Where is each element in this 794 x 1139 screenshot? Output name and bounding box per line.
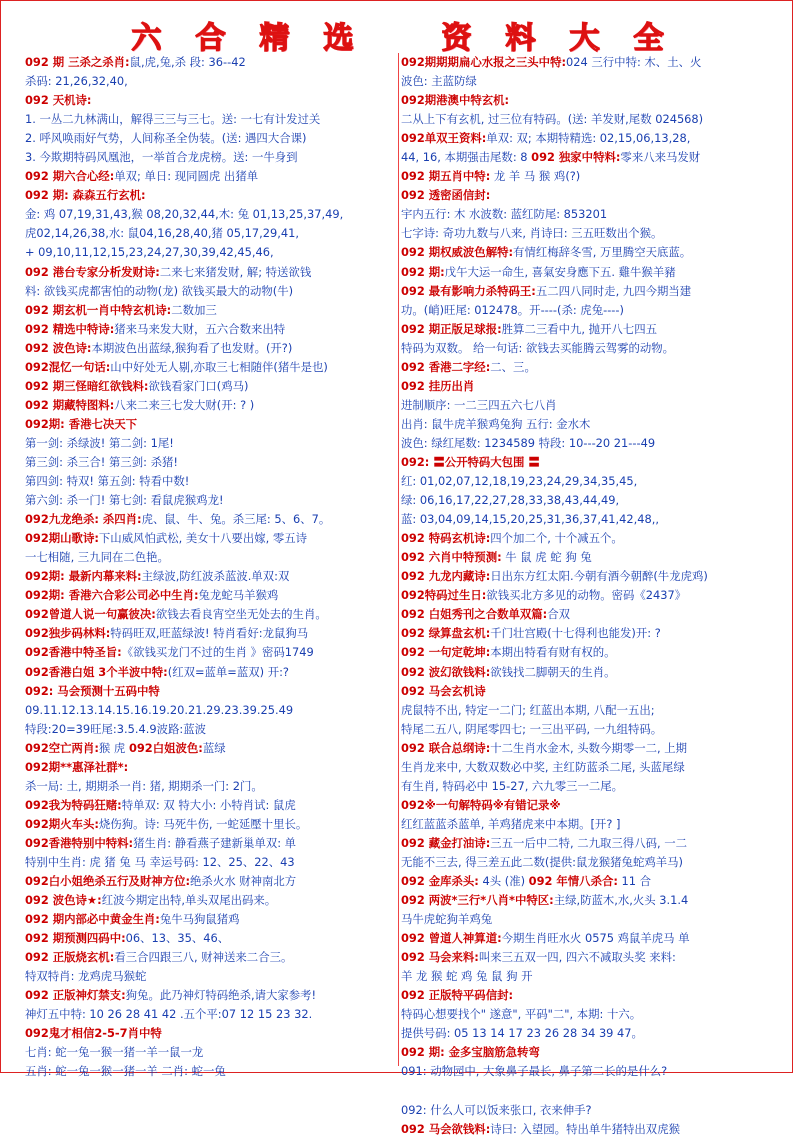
entry-heading: 092 波幻欲钱料: <box>401 664 491 679</box>
entry-heading: 092白姐波色: <box>128 740 203 755</box>
entry-text: 二数加三 <box>171 302 217 317</box>
entry-text: 欲钱找二脚朝天的生肖。 <box>490 664 616 679</box>
entry-text: 红: 01,02,07,12,18,19,23,24,29,34,35,45, <box>401 474 638 489</box>
text-line <box>25 377 397 396</box>
entry-heading: 092混忆一句话: <box>25 359 111 374</box>
text-line <box>401 663 773 682</box>
entry-heading: 092 期藏特图料: <box>25 397 115 412</box>
entry-text: 看三合四跟三八, 财神送来二合三。 <box>114 950 293 965</box>
entry-text: 鼠,虎,兔,杀 段: 36--42 <box>129 55 246 69</box>
text-line <box>401 91 773 110</box>
text-line <box>401 358 773 377</box>
entry-text: 下山威风怕武松, 美女十八要出嫁, 零五诗 <box>98 531 308 546</box>
text-line <box>25 320 397 339</box>
text-line <box>401 1005 773 1024</box>
entry-heading: 092 期五肖中特: <box>401 169 491 184</box>
text-line <box>401 320 773 339</box>
entry-text: 戊午大运一命生, 喜氣安身應下五. 雞牛猴羊豬 <box>444 264 676 279</box>
text-line <box>25 358 397 377</box>
entry-heading: 092曾道人说一句赢彼决: <box>25 607 156 622</box>
text-line <box>401 1043 773 1062</box>
entry-text: 第六剑: 杀一门! 第七剑: 看鼠虎猴鸡龙! <box>25 493 224 508</box>
text-line <box>25 301 397 320</box>
entry-heading: 092 透密函信封: <box>401 188 491 203</box>
text-line <box>401 396 773 415</box>
text-line <box>25 834 397 853</box>
entry-heading: 092期: 最新内幕来料: <box>25 569 142 584</box>
entry-heading: 092期: 香港六合彩公司必中生肖: <box>25 588 199 603</box>
entry-heading: 092 正版神灯禁支: <box>25 988 126 1003</box>
entry-text: 本期出特看有财有权的。 <box>490 645 616 660</box>
entry-text: 五二四八同时走, 九四今期当建 <box>535 283 692 298</box>
entry-text: 兔牛马狗鼠猪鸡 <box>159 912 240 927</box>
entry-heading: 092 波色诗: <box>25 340 92 355</box>
entry-text: 有情红梅辞冬雪, 万里腾空天底蓝。 <box>513 245 692 260</box>
entry-text: 06、13、35、46、 <box>125 931 230 946</box>
entry-heading: 092 白姐秀刊之合数单双篇: <box>401 607 548 622</box>
entry-text: 七肖: 蛇一兔一猴一猪一羊一鼠一龙 <box>25 1045 204 1060</box>
text-line <box>401 110 773 129</box>
entry-text: 八来二来三七发大财(开: ? ) <box>114 397 255 412</box>
entry-text: 特码旺双,旺蓝绿波! 特肖看好:龙鼠狗马 <box>110 626 309 641</box>
entry-text: 虎、鼠、牛、兔。杀三尾: 5、6、7。 <box>141 512 331 527</box>
entry-heading: 092 特码玄机诗: <box>401 531 491 546</box>
text-line <box>25 186 397 205</box>
entry-text: 红波今期定出特,单头双尾出码来。 <box>101 893 277 908</box>
entry-text: 料: 欲钱买虎都害怕的动物(龙) 欲钱买最大的动物(牛) <box>25 283 294 298</box>
text-line <box>25 396 397 415</box>
entry-text: 诗曰: 入望园。特出单牛猪特出双虎猴 <box>490 1121 680 1136</box>
text-line <box>401 1082 773 1101</box>
text-line <box>25 853 397 872</box>
entry-heading: 092空亡两肖: <box>25 740 99 755</box>
text-line <box>25 872 397 891</box>
text-line <box>25 986 397 1005</box>
entry-heading: 092独步码林料: <box>25 626 111 641</box>
text-line <box>25 339 397 358</box>
text-line <box>25 167 397 186</box>
text-line <box>401 986 773 1005</box>
title-char: 大 <box>569 21 600 56</box>
entry-text: 杀码: 21,26,32,40, <box>25 74 128 89</box>
text-line <box>25 434 397 453</box>
entry-heading: 092 期: <box>401 264 445 279</box>
entry-heading: 092 正版烧玄机: <box>25 950 115 965</box>
entry-heading: 092 期三怪暗红欲钱料: <box>25 378 149 393</box>
entry-text: 第四剑: 特双! 第五剑: 特看中数! <box>25 474 190 489</box>
entry-heading: 092期山歌诗: <box>25 531 99 546</box>
title-char: 六 <box>131 21 162 56</box>
entry-heading: 092※一句解特码※有错记录※ <box>401 797 561 812</box>
text-line <box>25 586 397 605</box>
entry-heading: 092 六肖中特预测: <box>401 550 502 565</box>
text-line <box>25 1005 397 1024</box>
entry-heading: 092 马会玄机诗 <box>401 683 486 698</box>
text-line <box>401 605 773 624</box>
entry-text: 二从上下有玄机, 过三位有特码。(送: 羊发财,尾数 024568) <box>401 112 704 127</box>
entry-heading: 092: 马会预测十五码中特 <box>25 683 160 698</box>
text-line <box>401 682 773 701</box>
entry-text: 功。(峭)旺尾: 012478。开----(杀: 虎兔----) <box>401 302 624 317</box>
entry-heading: 092 期六合心经: <box>25 169 115 184</box>
text-line <box>25 529 397 548</box>
text-line <box>401 339 773 358</box>
entry-heading: 092 期玄机一肖中特玄机诗: <box>25 302 172 317</box>
title-char: 资 <box>441 21 472 56</box>
text-line <box>401 148 773 167</box>
entry-heading: 092期港澳中特玄机: <box>401 93 510 108</box>
entry-heading: 〓公开特码大包围 〓 <box>433 454 540 469</box>
text-line <box>25 720 397 739</box>
text-line <box>25 929 397 948</box>
entry-text: 蓝: 03,04,09,14,15,20,25,31,36,37,41,42,48,, <box>401 512 659 527</box>
entry-text: 特尾二五八, 阴尾零四七; 一三出平码, 一九组特码。 <box>401 721 663 736</box>
entry-heading: 092 期: 森森五行玄机: <box>25 188 146 203</box>
text-line <box>401 1062 773 1081</box>
entry-text: 09.11.12.13.14.15.16.19.20.21.29.23.39.25.49 <box>25 702 294 717</box>
text-line <box>401 186 773 205</box>
entry-text: 牛 鼠 虎 蛇 狗 兔 <box>501 550 592 565</box>
text-line <box>25 205 397 224</box>
entry-text: 狗兔。此乃神灯特码绝杀,请大家参考! <box>125 988 317 1003</box>
text-line <box>401 205 773 224</box>
text-line <box>25 643 397 662</box>
text-line <box>25 129 397 148</box>
entry-heading: 092特码过生日: <box>401 588 487 603</box>
entry-text: 十二生肖水金木, 头数今期零一二, 上期 <box>490 740 687 755</box>
entry-heading: 092 马会来料: <box>401 950 479 965</box>
text-line <box>25 1062 397 1081</box>
entry-heading: 092 两波*三行*八肖*中特区: <box>401 893 554 908</box>
entry-text: 欲钱买北方多见的动物。密码《2437》 <box>486 588 687 603</box>
entry-text: 44, 16, 本期强击尾数: 8 <box>401 150 532 165</box>
entry-text: 进制顺序: 一二三四五六七八肖 <box>401 397 557 412</box>
entry-text: 二、三。 <box>490 359 536 374</box>
entry-heading: 092香港白姐 3个半波中特: <box>25 664 168 679</box>
title-char: 精 <box>259 21 290 56</box>
entry-text: 羊 龙 猴 蛇 鸡 兔 鼠 狗 开 <box>401 969 533 984</box>
entry-text: 四个加二个, 十个减五个。 <box>490 531 623 546</box>
entry-text: 《欲钱买龙门不过的生肖 》密码1749 <box>121 645 314 660</box>
entry-heading: 092 期预测四码中: <box>25 931 126 946</box>
text-line <box>25 510 397 529</box>
text-line <box>401 891 773 910</box>
text-line <box>25 663 397 682</box>
text-line <box>25 110 397 129</box>
text-line <box>25 758 397 777</box>
text-line <box>25 1043 397 1062</box>
entry-heading: 092 期 三杀之杀肖: <box>25 55 130 69</box>
text-line <box>401 243 773 262</box>
entry-heading: 092 港台专家分析发财诗: <box>25 264 160 279</box>
entry-text: 出肖: 鼠牛虎羊猴鸡兔狗 五行: 金水木 <box>401 416 591 431</box>
text-line <box>401 510 773 529</box>
entry-text: 特双特肖: 龙鸡虎马猴蛇 <box>25 969 147 984</box>
entry-text: 烧伤狗。诗: 马死牛伤, 一蛇延壓十里长。 <box>98 816 308 831</box>
text-line <box>401 815 773 834</box>
entry-heading: 092 精选中特诗: <box>25 321 115 336</box>
text-line <box>401 224 773 243</box>
text-line <box>25 567 397 586</box>
entry-heading: 092 年情八杀合: <box>528 874 618 889</box>
text-line <box>25 415 397 434</box>
entry-text: 龙 羊 马 猴 鸡(?) <box>490 169 581 184</box>
entry-heading: 092 一句定乾坤: <box>401 645 491 660</box>
text-line <box>25 453 397 472</box>
title-char: 合 <box>195 21 226 56</box>
entry-text: 特码心想要找个" 遂意", 平码"二", 本期: 十六。 <box>401 1007 642 1022</box>
entry-heading: 092 正版特平码信封: <box>401 988 514 1003</box>
entry-heading: 092期: 香港七决天下 <box>25 416 138 431</box>
entry-text: 特别中生肖: 虎 猪 兔 马 幸运号码: 12、25、22、43 <box>25 854 295 869</box>
text-line <box>401 491 773 510</box>
text-line <box>25 624 397 643</box>
text-line <box>401 777 773 796</box>
entry-heading: 092九龙绝杀: 杀四肖: <box>25 512 142 527</box>
entry-text: 11 合 <box>617 874 652 889</box>
entry-heading: 092我为特码狂赌: <box>25 797 122 812</box>
entry-text: 猴 虎 <box>98 740 129 755</box>
text-line <box>401 834 773 853</box>
entry-text: 无能不三去, 得三差五此二数(提供:鼠龙猴猪兔蛇鸡羊马) <box>401 854 683 869</box>
entry-heading: 092期期期扁心水报之三头中特: <box>401 55 567 69</box>
entry-heading: 092 联合总纲诗: <box>401 740 491 755</box>
entry-heading: 092 期正版足球报: <box>401 321 502 336</box>
entry-text: 本期波色出蓝绿,猴狗看了也发财。(开?) <box>91 340 293 355</box>
text-line <box>401 739 773 758</box>
text-line <box>401 263 773 282</box>
text-line <box>401 872 773 891</box>
text-line <box>25 891 397 910</box>
title-char: 料 <box>505 21 536 56</box>
text-line <box>401 72 773 91</box>
entry-heading: 092 挂历出肖 <box>401 378 475 393</box>
text-line <box>25 1024 397 1043</box>
title-gap <box>388 13 408 53</box>
text-line <box>401 434 773 453</box>
text-line <box>25 282 397 301</box>
column-divider <box>398 53 399 1066</box>
entry-heading: 092 马会欲钱料: <box>401 1121 491 1136</box>
entry-heading: 092单双王资料: <box>401 131 487 146</box>
entry-text: 叫来三五双一四, 四六不减取头奖 来料: <box>478 950 676 965</box>
entry-text: 波色: 主蓝防绿 <box>401 74 477 89</box>
entry-heading: 092 香港二字经: <box>401 359 491 374</box>
text-line <box>401 167 773 186</box>
entry-text: 宇内五行: 木 水波数: 蓝红防尾: 853201 <box>401 207 608 222</box>
text-line <box>401 624 773 643</box>
entry-text: 三五一后中二特, 二九取三得八码, 一二 <box>490 835 687 850</box>
entry-text: 主绿,防蓝木,水,火头 3.1.4 <box>553 893 689 908</box>
entry-heading: 092白小姐绝杀五行及财神方位: <box>25 874 191 889</box>
entry-text: 1. 一丛二九林满山，解得三三与三七。送: 一七有计发过关 <box>25 112 321 127</box>
entry-heading: 092: <box>401 454 434 469</box>
entry-text: 猪生肖: 静看燕子建新巢单双: 单 <box>133 835 297 850</box>
entry-heading: 092期**惠泽社群*: <box>25 759 129 774</box>
entry-heading: 092 期内部必中黄金生肖: <box>25 912 160 927</box>
entry-text: 五肖: 蛇一兔一猴一猪一羊 二肖: 蛇一兔 <box>25 1064 226 1079</box>
entry-heading: 092 波色诗★: <box>25 893 102 908</box>
entry-heading: 092香港特别中特料: <box>25 835 134 850</box>
left-column <box>25 53 397 1079</box>
entry-text: 单双: 双; 本期特精选: 02,15,06,13,28, <box>486 131 691 146</box>
text-line <box>401 643 773 662</box>
entry-text: 091: 动物园中, 大象鼻子最长, 鼻子第二长的是什么? <box>401 1064 668 1079</box>
entry-text: 猪来马来发大财，五六合数来出特 <box>114 321 286 336</box>
entry-text: 马牛虎蛇狗羊鸡兔 <box>401 912 493 927</box>
text-line <box>25 263 397 282</box>
text-line <box>401 910 773 929</box>
title-char: 选 <box>323 21 354 56</box>
entry-text: 生肖龙来中, 大数双数必中奖, 主红防蓝杀二尾, 头蓝尾绿 <box>401 759 685 774</box>
entry-text: 兔龙蛇马羊猴鸡 <box>198 588 279 603</box>
entry-heading: 092 曾道人神算道: <box>401 931 502 946</box>
entry-text: 一七相随, 三九同在二色艳。 <box>25 550 169 565</box>
entry-heading: 092 天机诗: <box>25 93 92 108</box>
entry-text: 神灯五中特: 10 26 28 41 42 .五个平:07 12 15 23 32. <box>25 1007 313 1022</box>
entry-heading: 092 独家中特料: <box>531 150 621 165</box>
entry-text: 特段:20=39旺尾:3.5.4.9波路:蓝波 <box>25 721 207 736</box>
entry-text: 绿: 06,16,17,22,27,28,33,38,43,44,49, <box>401 493 620 508</box>
entry-text: 零来八来马发财 <box>620 150 701 165</box>
entry-text: 024 三行中特: 木、土、火 <box>566 55 702 69</box>
text-line <box>25 948 397 967</box>
entry-text: 提供号码: 05 13 14 17 23 26 28 34 39 47。 <box>401 1026 643 1041</box>
entry-text: 特码为双数。 给一句话: 欲钱去买能腾云驾雾的动物。 <box>401 340 675 355</box>
entry-heading: 092期火车头: <box>25 816 99 831</box>
entry-text: + 09,10,11,12,15,23,24,27,30,39,42,45,46, <box>25 245 274 260</box>
entry-text: 七字诗: 奇功九数与八来, 肖诗曰: 三五旺数出个猴。 <box>401 226 663 241</box>
text-line <box>25 548 397 567</box>
text-line <box>401 415 773 434</box>
text-line <box>25 91 397 110</box>
text-line <box>401 529 773 548</box>
text-line <box>401 758 773 777</box>
entry-heading: 092 藏金打油诗: <box>401 835 491 850</box>
entry-heading: 092 金库杀头: <box>401 874 479 889</box>
entry-text: 欲钱看家门口(鸡马) <box>148 378 249 393</box>
entry-text: 3. 今欺期特码风凰池，一举首合龙虎榜。送: 一牛身到 <box>25 150 298 165</box>
entry-text: 今期生肖旺水火 0575 鸡鼠羊虎马 单 <box>501 931 690 946</box>
text-line <box>401 472 773 491</box>
entry-text: 千门壮宫殿(十七得利也能发)开: ? <box>490 626 661 641</box>
entry-text: 胜算二三看中九, 抛开八七四五 <box>501 321 657 336</box>
entry-text: 波色: 绿红尾数: 1234589 特段: 10---20 21---49 <box>401 435 656 450</box>
text-line <box>25 491 397 510</box>
text-line <box>25 605 397 624</box>
page-title <box>1 13 794 56</box>
entry-text: 日出东方红太阳.今朝有酒今朝醉(牛龙虎鸡) <box>490 569 708 584</box>
text-line <box>401 701 773 720</box>
text-line <box>401 720 773 739</box>
text-line <box>401 796 773 815</box>
text-line <box>401 301 773 320</box>
entry-text: 虎02,14,26,38,水: 鼠04,16,28,40,猪 05,17,29,41, <box>25 226 300 241</box>
text-line <box>25 472 397 491</box>
text-line <box>401 1101 773 1120</box>
entry-text: 绝杀火水 财神南北方 <box>190 874 297 889</box>
text-line <box>25 682 397 701</box>
entry-heading: 092 绿算盘玄机: <box>401 626 491 641</box>
entry-text: 红红蓝蓝杀蓝单, 羊鸡猪虎来中本期。[开? ] <box>401 816 621 831</box>
entry-text: 欲钱去看良宵空坐无处去的生肖。 <box>155 607 327 622</box>
entry-heading: 092 九龙内藏诗: <box>401 569 491 584</box>
text-line <box>25 148 397 167</box>
entry-text: 虎鼠特不出, 特定一二门; 红蓝出本期, 八配一五出; <box>401 702 655 717</box>
text-line <box>401 948 773 967</box>
text-line <box>401 129 773 148</box>
text-line <box>401 929 773 948</box>
entry-text: 二来七来猪发财, 解; 特送欲钱 <box>159 264 312 279</box>
entry-text: 杀一局: 土, 期期杀一肖: 猪, 期期杀一门: 2门。 <box>25 778 263 793</box>
entry-text: 山中好处无人剔,亦取三七相随伴(猪牛是也) <box>110 359 328 374</box>
text-line <box>401 282 773 301</box>
entry-text: 2. 呼风唤雨好气势，人间称圣全伪装。(送: 遇四大合课) <box>25 131 307 146</box>
entry-text: 合双 <box>547 607 571 622</box>
entry-text: 特单双: 双 特大小: 小特肖试: 鼠虎 <box>121 797 296 812</box>
entry-text: 第一剑: 杀绿波! 第二剑: 1尾! <box>25 435 174 450</box>
text-line <box>25 739 397 758</box>
text-line <box>25 224 397 243</box>
text-line <box>401 586 773 605</box>
entry-heading: 092 最有影响力杀特码王: <box>401 283 536 298</box>
entry-text: 单双; 单日: 现同圆虎 出猪单 <box>114 169 259 184</box>
text-line <box>25 815 397 834</box>
entry-text: 092: 什么人可以饭来张口, 衣来伸手? <box>401 1102 592 1117</box>
entry-text: 蓝绿 <box>202 740 226 755</box>
text-line <box>25 796 397 815</box>
text-line <box>25 967 397 986</box>
text-line <box>25 243 397 262</box>
entry-heading: 092香港中特圣旨: <box>25 645 122 660</box>
entry-text: 4头 (准) <box>478 874 529 889</box>
text-line <box>25 777 397 796</box>
text-line <box>25 910 397 929</box>
entry-heading: 092 期权威波色解特: <box>401 245 514 260</box>
text-line <box>401 53 773 72</box>
title-char: 全 <box>633 21 664 56</box>
entry-heading: 092鬼才相信2-5-7肖中特 <box>25 1026 162 1041</box>
text-line <box>401 1120 773 1139</box>
right-column <box>401 53 773 1136</box>
text-line <box>401 853 773 872</box>
entry-text: 第三剑: 杀三合! 第三剑: 杀猪! <box>25 454 178 469</box>
text-line <box>401 377 773 396</box>
text-line <box>401 567 773 586</box>
text-line <box>401 548 773 567</box>
text-line <box>401 1024 773 1043</box>
entry-text: 有生肖, 特码必中 15-27, 六九零三一二尾。 <box>401 778 624 793</box>
entry-text: 主绿波,防红波杀蓝波.单双:双 <box>141 569 290 584</box>
text-line <box>25 72 397 91</box>
text-line <box>401 453 773 472</box>
text-line <box>25 53 397 72</box>
entry-heading: 092 期: 金多宝脑筋急转弯 <box>401 1045 540 1060</box>
entry-text: (红双=蓝单=蓝双) 开:? <box>167 664 289 679</box>
text-line <box>25 701 397 720</box>
entry-text: 金: 鸡 07,19,31,43,猴 08,20,32,44,木: 兔 01,13,25,37,49, <box>25 207 344 222</box>
text-line <box>401 967 773 986</box>
